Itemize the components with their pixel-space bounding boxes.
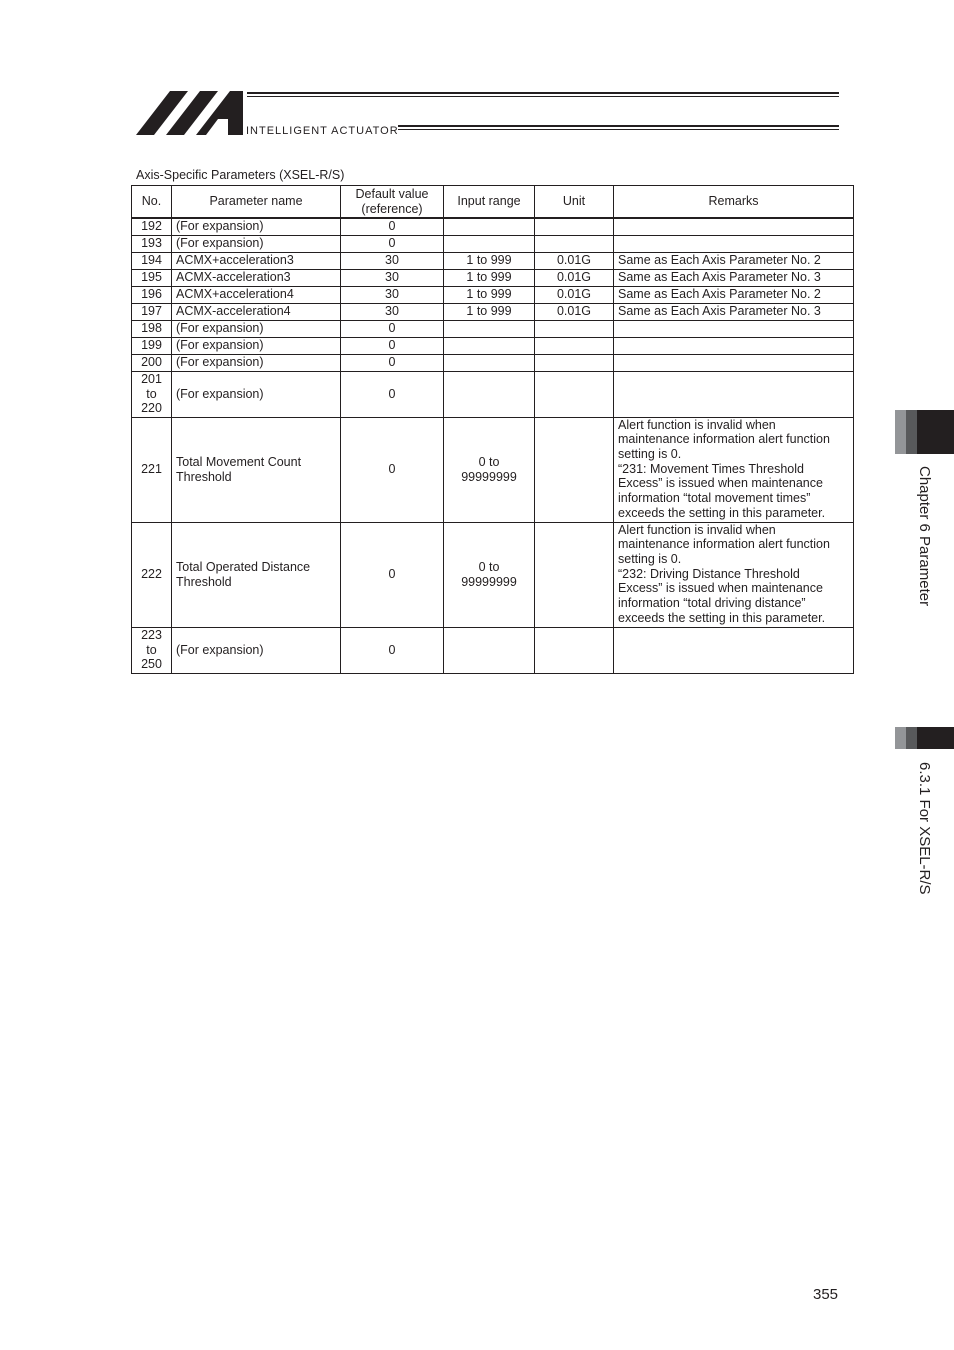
cell-no: 200: [132, 354, 172, 371]
cell-remarks: Alert function is invalid when maintenance information alert function setting is 0. “231: Movement Times Threshold Excess” is issued when maintenance information “total movement times” exceeds the setting in this parameter.: [614, 417, 854, 522]
cell-default: 30: [341, 252, 444, 269]
table-row: [132, 417, 854, 522]
cell-unit: [535, 235, 614, 252]
chapter-tab: [895, 410, 954, 454]
brand-name: INTELLIGENT ACTUATOR: [246, 125, 399, 137]
table-row: [132, 269, 854, 286]
section-label: 6.3.1 For XSEL-R/S: [916, 762, 933, 895]
cell-name: Total Operated Distance Threshold: [172, 522, 341, 627]
cell-range: 1 to 999: [444, 252, 535, 269]
cell-unit: [535, 371, 614, 417]
cell-unit: 0.01G: [535, 269, 614, 286]
parameter-table: [131, 185, 854, 674]
header-rule-top: [247, 92, 839, 94]
cell-remarks: Same as Each Axis Parameter No. 3: [614, 269, 854, 286]
cell-no: 198: [132, 320, 172, 337]
cell-name: (For expansion): [172, 218, 341, 235]
cell-no: 194: [132, 252, 172, 269]
cell-default: 0: [341, 354, 444, 371]
cell-no: 197: [132, 303, 172, 320]
col-parameter-name: Parameter name: [172, 186, 341, 219]
section-tab: [895, 727, 954, 749]
cell-remarks: [614, 218, 854, 235]
cell-no: 192: [132, 218, 172, 235]
table-row: [132, 320, 854, 337]
col-input-range: Input range: [444, 186, 535, 219]
cell-remarks: Same as Each Axis Parameter No. 2: [614, 286, 854, 303]
cell-name: ACMX-acceleration4: [172, 303, 341, 320]
cell-range: 0 to 99999999: [444, 417, 535, 522]
cell-unit: 0.01G: [535, 303, 614, 320]
cell-remarks: [614, 371, 854, 417]
cell-name: (For expansion): [172, 337, 341, 354]
header-rule-top-thin: [247, 96, 839, 97]
cell-name: (For expansion): [172, 371, 341, 417]
cell-default: 0: [341, 371, 444, 417]
table-row: [132, 522, 854, 627]
cell-default: 30: [341, 303, 444, 320]
col-default-value: Default value (reference): [341, 186, 444, 219]
cell-no: 199: [132, 337, 172, 354]
cell-remarks: [614, 354, 854, 371]
cell-default: 0: [341, 320, 444, 337]
cell-unit: [535, 218, 614, 235]
cell-range: [444, 320, 535, 337]
cell-name: (For expansion): [172, 235, 341, 252]
cell-range: 1 to 999: [444, 303, 535, 320]
cell-default: 0: [341, 522, 444, 627]
cell-no: 221: [132, 417, 172, 522]
cell-default: 30: [341, 269, 444, 286]
table-row: [132, 218, 854, 235]
cell-remarks: Same as Each Axis Parameter No. 3: [614, 303, 854, 320]
cell-unit: 0.01G: [535, 252, 614, 269]
cell-no: 196: [132, 286, 172, 303]
table-row: [132, 354, 854, 371]
table-row: [132, 371, 854, 417]
table-row: [132, 303, 854, 320]
col-no: No.: [132, 186, 172, 219]
cell-name: Total Movement Count Threshold: [172, 417, 341, 522]
cell-default: 0: [341, 627, 444, 673]
table-row: [132, 337, 854, 354]
page-number: 355: [813, 1286, 839, 1303]
cell-remarks: Same as Each Axis Parameter No. 2: [614, 252, 854, 269]
cell-default: 0: [341, 417, 444, 522]
cell-range: [444, 627, 535, 673]
cell-unit: [535, 337, 614, 354]
table-caption: Axis-Specific Parameters (XSEL-R/S): [136, 168, 345, 182]
cell-remarks: [614, 337, 854, 354]
cell-remarks: Alert function is invalid when maintenance information alert function setting is 0. “232: Driving Distance Threshold Excess” is issued when maintenance information “total driving distance” exceeds the setting in this parameter.: [614, 522, 854, 627]
table-row: [132, 286, 854, 303]
cell-range: [444, 218, 535, 235]
chapter-label: Chapter 6 Parameter: [916, 466, 933, 607]
cell-default: 0: [341, 218, 444, 235]
iai-logo: [136, 91, 244, 135]
cell-name: (For expansion): [172, 320, 341, 337]
cell-name: ACMX+acceleration3: [172, 252, 341, 269]
cell-unit: [535, 522, 614, 627]
cell-no: 193: [132, 235, 172, 252]
cell-name: ACMX-acceleration3: [172, 269, 341, 286]
cell-range: 0 to 99999999: [444, 522, 535, 627]
col-remarks: Remarks: [614, 186, 854, 219]
cell-default: 0: [341, 235, 444, 252]
cell-range: [444, 371, 535, 417]
header-rule-bottom-thin: [398, 129, 839, 130]
cell-unit: [535, 417, 614, 522]
cell-name: (For expansion): [172, 627, 341, 673]
cell-range: 1 to 999: [444, 286, 535, 303]
cell-unit: [535, 320, 614, 337]
cell-unit: [535, 354, 614, 371]
cell-range: [444, 337, 535, 354]
cell-name: ACMX+acceleration4: [172, 286, 341, 303]
cell-no: 201 to 220: [132, 371, 172, 417]
cell-range: [444, 235, 535, 252]
cell-no: 222: [132, 522, 172, 627]
cell-remarks: [614, 627, 854, 673]
table-header-row: [132, 186, 854, 219]
table-row: [132, 235, 854, 252]
col-unit: Unit: [535, 186, 614, 219]
cell-remarks: [614, 320, 854, 337]
table-row: [132, 627, 854, 673]
cell-name: (For expansion): [172, 354, 341, 371]
cell-no: 223 to 250: [132, 627, 172, 673]
cell-no: 195: [132, 269, 172, 286]
cell-default: 0: [341, 337, 444, 354]
cell-range: [444, 354, 535, 371]
cell-remarks: [614, 235, 854, 252]
cell-unit: 0.01G: [535, 286, 614, 303]
table-row: [132, 252, 854, 269]
cell-unit: [535, 627, 614, 673]
cell-default: 30: [341, 286, 444, 303]
cell-range: 1 to 999: [444, 269, 535, 286]
header-rule-bottom: [398, 125, 839, 127]
